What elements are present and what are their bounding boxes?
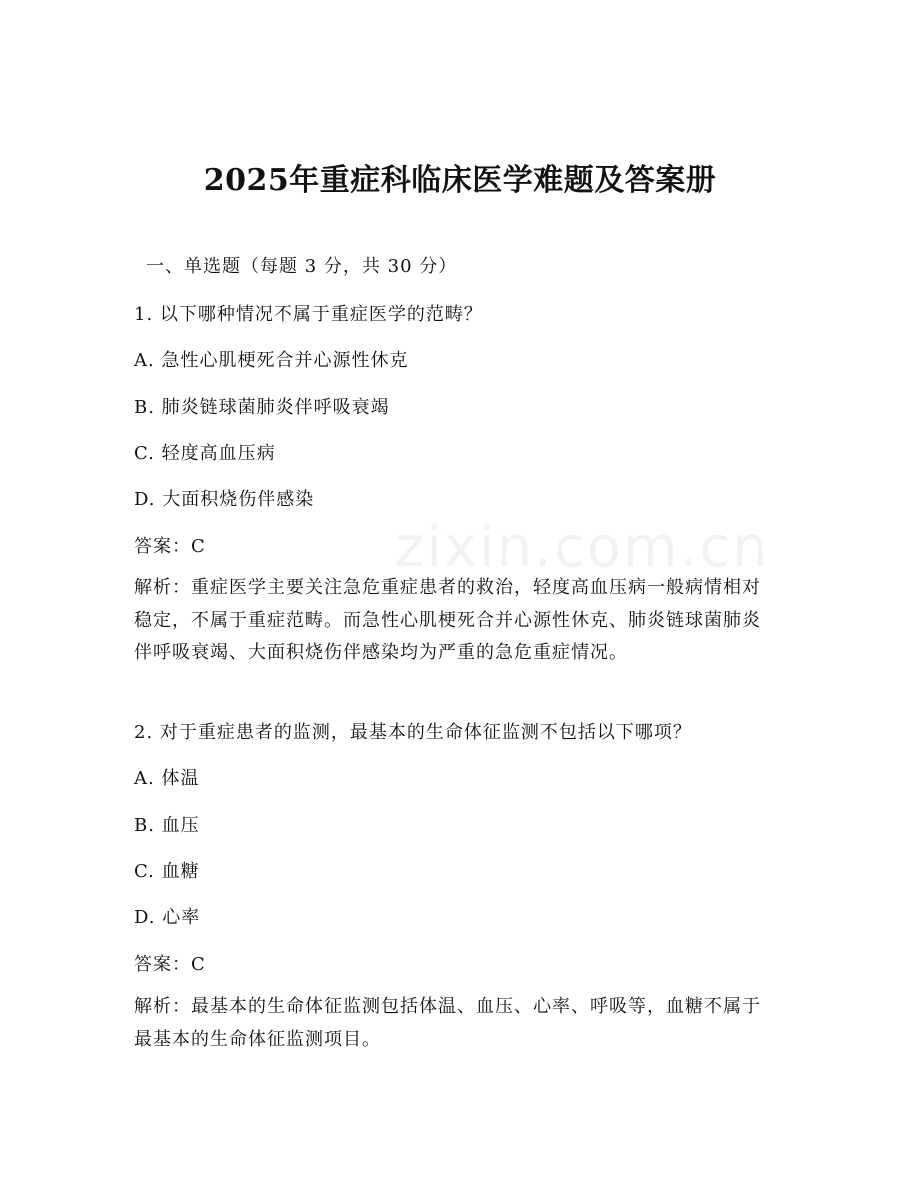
question-1-option-b: B. 肺炎链球菌肺炎伴呼吸衰竭 [134, 397, 390, 418]
page-title: 2025年重症科临床医学难题及答案册 [203, 163, 717, 198]
question-1-stem: 1. 以下哪种情况不属于重症医学的范畴？ [134, 304, 483, 325]
section-heading: 一、单选题（每题 3 分，共 30 分） [146, 256, 458, 277]
question-2-option-a: A. 体温 [134, 768, 200, 789]
question-2-option-b: B. 血压 [134, 815, 200, 836]
question-1-option-a: A. 急性心肌梗死合并心源性休克 [134, 350, 409, 371]
question-1-option-c: C. 轻度高血压病 [134, 443, 276, 464]
question-1-option-d: D. 大面积烧伤伴感染 [134, 489, 315, 510]
question-2-explanation: 解析：最基本的生命体征监测包括体温、血压、心率、呼吸等，血糖不属于最基本的生命体征监测项目。 [134, 996, 761, 1050]
question-2-option-d: D. 心率 [134, 907, 201, 928]
question-1-explanation: 解析：重症医学主要关注急危重症患者的救治，轻度高血压病一般病情相对稳定，不属于重症范畴。而急性心肌梗死合并心源性休克、肺炎链球菌肺炎伴呼吸衰竭、大面积烧伤伴感染均为严重的急危重症情况。 [134, 577, 761, 663]
question-2-option-c: C. 血糖 [134, 861, 200, 882]
watermark: zixin.com.cn [395, 515, 770, 580]
question-2-stem: 2. 对于重症患者的监测，最基本的生命体征监测不包括以下哪项？ [134, 722, 692, 743]
question-1-answer: 答案：C [134, 536, 206, 557]
question-2-answer: 答案：C [134, 954, 206, 975]
